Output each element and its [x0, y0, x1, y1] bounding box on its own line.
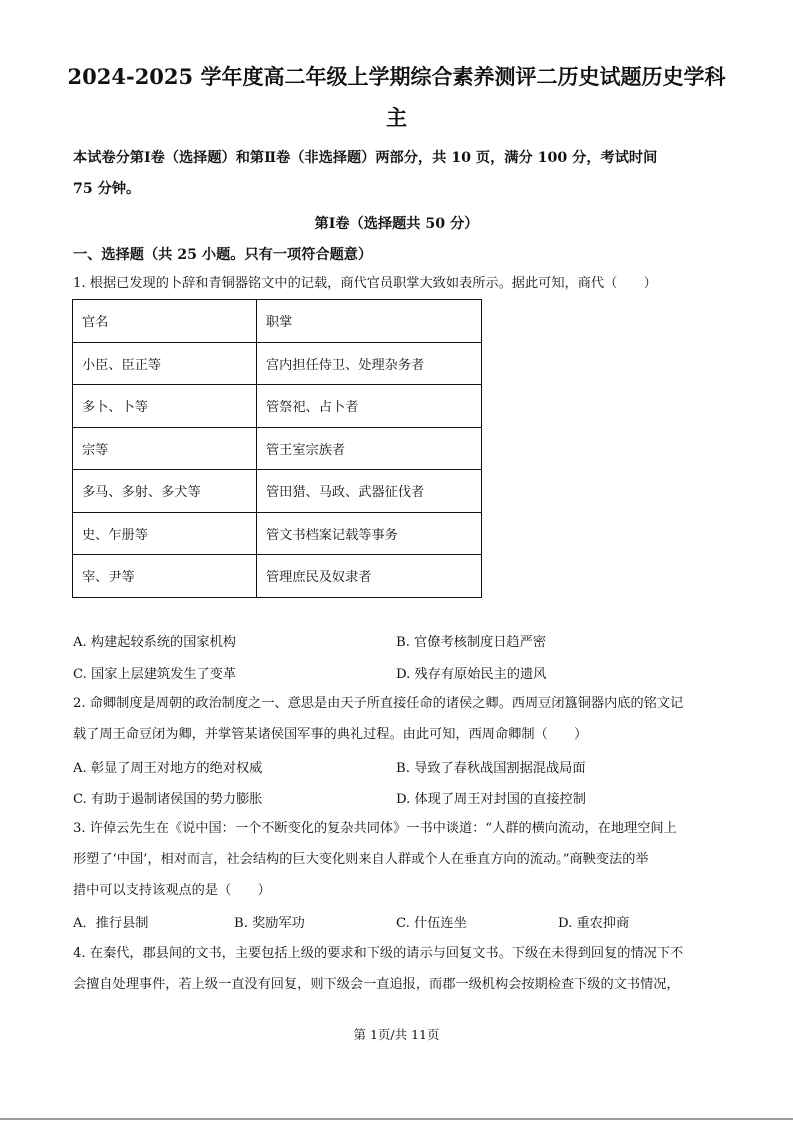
q3-option-d[interactable]: D. 重农抑商	[558, 916, 630, 931]
table-row	[73, 470, 482, 513]
table-cell-duty: 宫内担任侍卫、处理杂务者	[257, 342, 482, 385]
q1-option-b[interactable]: B. 官僚考核制度日趋严密	[396, 635, 546, 650]
exam-intro-line-2: 75 分钟。	[73, 181, 141, 197]
exam-intro-line-1: 本试卷分第Ⅰ卷（选择题）和第Ⅱ卷（非选择题）两部分，共 10 页，满分 100 分，考试时间	[73, 150, 658, 166]
question-4-line-1: 4. 在秦代，郡县间的文书，主要包括上级的要求和下级的请示与回复文书。下级在未得到回复的情况下不	[73, 946, 684, 961]
table-cell-title: 宗等	[73, 427, 257, 470]
table-header-cell: 职掌	[257, 300, 482, 343]
question-2-line-1: 2. 命卿制度是周朝的政治制度之一、意思是由天子所直接任命的诸侯之卿。西周豆闭簋铜器内底的铭文记	[73, 696, 684, 711]
table-cell-title: 史、乍册等	[73, 512, 257, 555]
table-row	[73, 427, 482, 470]
table-cell-duty: 管田猎、马政、武器征伐者	[257, 470, 482, 513]
table-cell-title: 多卜、卜等	[73, 385, 257, 428]
q1-option-a[interactable]: A. 构建起较系统的国家机构	[73, 635, 236, 650]
table-row	[73, 342, 482, 385]
part-title: 一、选择题（共 25 小题。只有一项符合题意）	[73, 247, 373, 263]
q3-option-a[interactable]: A．推行县制	[73, 916, 149, 931]
q2-option-b[interactable]: B. 导致了春秋战国割据混战局面	[396, 761, 586, 776]
page-footer: 第 1页/共 11页	[353, 1027, 440, 1042]
page-bottom-divider	[0, 1118, 793, 1120]
table-cell-duty: 管祭祀、占卜者	[257, 385, 482, 428]
table-header-row	[73, 300, 482, 343]
table-cell-duty: 管理庶民及奴隶者	[257, 555, 482, 598]
question-4-line-2: 会擅自处理事件，若上级一直没有回复，则下级会一直追报，而郡一级机构会按期检查下级的文书情况，	[73, 977, 680, 992]
q2-option-a[interactable]: A. 彰显了周王对地方的绝对权威	[73, 761, 263, 776]
question-1-stem: 1. 根据已发现的卜辞和青铜器铭文中的记载，商代官员职掌大致如表所示。据此可知，商代（ ）	[73, 276, 657, 291]
table-cell-title: 多马、多射、多犬等	[73, 470, 257, 513]
table-header-cell: 官名	[73, 300, 257, 343]
table-row	[73, 555, 482, 598]
question-2-line-2: 载了周王命豆闭为卿，并掌管某诸侯国军事的典礼过程。由此可知，西周命卿制（ ）	[73, 727, 588, 742]
table-cell-title: 宰、尹等	[73, 555, 257, 598]
q3-option-c[interactable]: C. 什伍连坐	[396, 916, 467, 931]
table-row	[73, 512, 482, 555]
question-3-line-2: 形塑了‘中国’，相对而言，社会结构的巨大变化则来自人群或个人在垂直方向的流动。”商鞅变法的举	[73, 852, 649, 867]
exam-title-line-2: 主	[386, 105, 407, 130]
question-3-line-1: 3. 许倬云先生在《说中国：一个不断变化的复杂共同体》一书中谈道：“人群的横向流动，在地理空间上	[73, 821, 677, 836]
q1-option-d[interactable]: D. 残存有原始民主的遗风	[396, 667, 547, 682]
official-duties-table	[72, 299, 482, 598]
section-title: 第Ⅰ卷（选择题共 50 分）	[314, 216, 479, 232]
exam-title-line-1: 2024-2025 学年度高二年级上学期综合素养测评二历史试题历史学科	[67, 64, 726, 89]
table-cell-duty: 管文书档案记载等事务	[257, 512, 482, 555]
q2-option-c[interactable]: C. 有助于遏制诸侯国的势力膨胀	[73, 792, 263, 807]
table-row	[73, 385, 482, 428]
q2-option-d[interactable]: D. 体现了周王对封国的直接控制	[396, 792, 586, 807]
table-cell-title: 小臣、臣正等	[73, 342, 257, 385]
table-cell-duty: 管王室宗族者	[257, 427, 482, 470]
q1-option-c[interactable]: C. 国家上层建筑发生了变革	[73, 667, 237, 682]
q3-option-b[interactable]: B. 奖励军功	[234, 916, 305, 931]
question-3-line-3: 措中可以支持该观点的是（ ）	[73, 883, 271, 898]
